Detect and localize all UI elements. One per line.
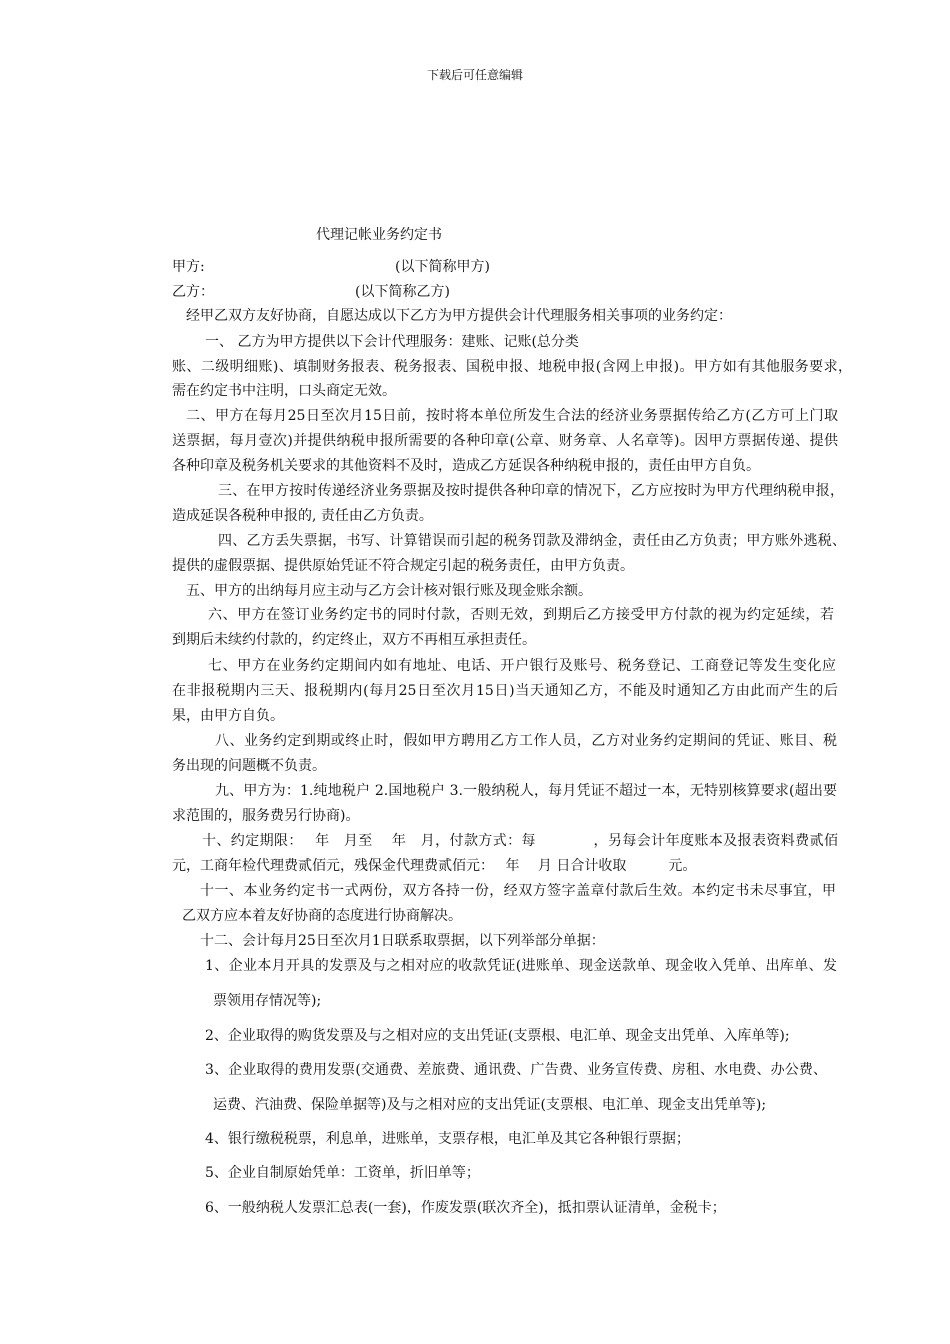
clause-11-line-1: 十一、本业务约定书一式两份，双方各持一份，经双方签字盖章付款后生效。本约定书未尽事宜，甲 xyxy=(200,883,836,899)
clause-11-line-2: 乙双方应本着友好协商的态度进行协商解决。 xyxy=(182,908,462,924)
list-item-6: 6、一般纳税人发票汇总表(一套)，作废发票(联次齐全)，抵扣票认证清单，金税卡； xyxy=(205,1200,726,1216)
clause-7-line-1: 七、甲方在业务约定期间内如有地址、电话、开户银行及账号、税务登记、工商登记等发生变化应 xyxy=(208,658,836,674)
list-item-1-line-1: 1、企业本月开具的发票及与之相对应的收款凭证(进账单、现金送款单、现金收入凭单、出库单、发 xyxy=(205,958,837,974)
clause-6-line-1: 六、甲方在签订业务约定书的同时付款，否则无效，到期后乙方接受甲方付款的视为约定延续，若 xyxy=(208,607,834,623)
clause-2-line-1: 二、甲方在每月25日至次月15日前，按时将本单位所发生合法的经济业务票据传给乙方(乙方可上门取 xyxy=(186,408,838,424)
party-a-note: (以下简称甲方) xyxy=(395,259,490,275)
list-item-3-line-1: 3、企业取得的费用发票(交通费、差旅费、通讯费、广告费、业务宣传费、房租、水电费、办公费、 xyxy=(205,1062,827,1078)
clause-10-line-2: 元，工商年检代理费贰佰元，残保金代理费贰佰元： 年 月 日合计收取 元。 xyxy=(172,858,697,874)
party-b-note: (以下简称乙方) xyxy=(355,284,450,300)
clause-8-line-2: 务出现的问题概不负责。 xyxy=(172,758,326,774)
clause-12-line: 十二、会计每月25日至次月1日联系取票据，以下列举部分单据： xyxy=(200,933,605,949)
clause-8-line-1: 八、业务约定到期或终止时，假如甲方聘用乙方工作人员，乙方对业务约定期间的凭证、账目、税 xyxy=(215,733,837,749)
party-b-label: 乙方： xyxy=(172,284,214,300)
list-item-1-line-2: 票领用存情况等); xyxy=(213,993,322,1009)
list-item-2: 2、企业取得的购货发票及与之相对应的支出凭证(支票根、电汇单、现金支出凭单、入库单等); xyxy=(205,1028,790,1044)
clause-3-line-2: 造成延误各税种申报的, 责任由乙方负责。 xyxy=(172,508,433,524)
page-header: 下载后可任意编辑 xyxy=(426,68,523,82)
list-item-4: 4、银行缴税税票，利息单，进账单，支票存根，电汇单及其它各种银行票据； xyxy=(205,1131,690,1147)
clause-9-line-1: 九、甲方为：1.纯地税户 2.国地税户 3.一般纳税人，每月凭证不超过一本，无特别核算要求(超出要 xyxy=(215,783,837,799)
clause-2-line-2: 送票据，每月壹次)并提供纳税申报所需要的各种印章(公章、财务章、人名章等)。因甲方票据传递、提供 xyxy=(172,433,838,449)
party-a-label: 甲方: xyxy=(172,259,205,275)
clause-1-line-1: 一、 乙方为甲方提供以下会计代理服务：建账、记账(总分类 xyxy=(205,334,579,350)
clause-1-line-2: 账、二级明细账)、填制财务报表、税务报表、国税申报、地税申报(含网上申报)。甲方如有其他服务要求， xyxy=(172,359,852,375)
intro-line: 经甲乙双方友好协商，自愿达成以下乙方为甲方提供会计代理服务相关事项的业务约定： xyxy=(186,308,732,324)
document-title: 代理记帐业务约定书 xyxy=(316,227,442,243)
clause-3-line-1: 三、在甲方按时传递经济业务票据及按时提供各种印章的情况下，乙方应按时为甲方代理纳税申报， xyxy=(218,483,844,499)
clause-7-line-3: 果，由甲方自负。 xyxy=(172,708,284,724)
list-item-5: 5、企业自制原始凭单：工资单，折旧单等； xyxy=(205,1165,480,1181)
list-item-3-line-2: 运费、汽油费、保险单据等)及与之相对应的支出凭证(支票根、电汇单、现金支出凭单等); xyxy=(213,1097,767,1113)
clause-7-line-2: 在非报税期内三天、报税期内(每月25日至次月15日)当天通知乙方，不能及时通知乙方由此而产生的后 xyxy=(172,683,838,699)
clause-4-line-2: 提供的虚假票据、提供原始凭证不符合规定引起的税务责任，由甲方负责。 xyxy=(172,558,634,574)
clause-9-line-2: 求范围的，服务费另行协商)。 xyxy=(172,808,360,824)
clause-4-line-1: 四、乙方丢失票据，书写、计算错误而引起的税务罚款及滞纳金，责任由乙方负责；甲方账外逃税、 xyxy=(218,533,846,549)
clause-2-line-3: 各种印章及税务机关要求的其他资料不及时，造成乙方延误各种纳税申报的，责任由甲方自负。 xyxy=(172,458,760,474)
clause-5-line: 五、甲方的出纳每月应主动与乙方会计核对银行账及现金账余额。 xyxy=(186,583,592,599)
clause-6-line-2: 到期后未续约付款的，约定终止，双方不再相互承担责任。 xyxy=(172,632,536,648)
clause-10-line-1: 十、约定期限： 年 月至 年 月，付款方式：每 ，另每会计年度账本及报表资料费贰佰 xyxy=(202,833,838,849)
clause-1-line-3: 需在约定书中注明，口头商定无效。 xyxy=(172,383,396,399)
